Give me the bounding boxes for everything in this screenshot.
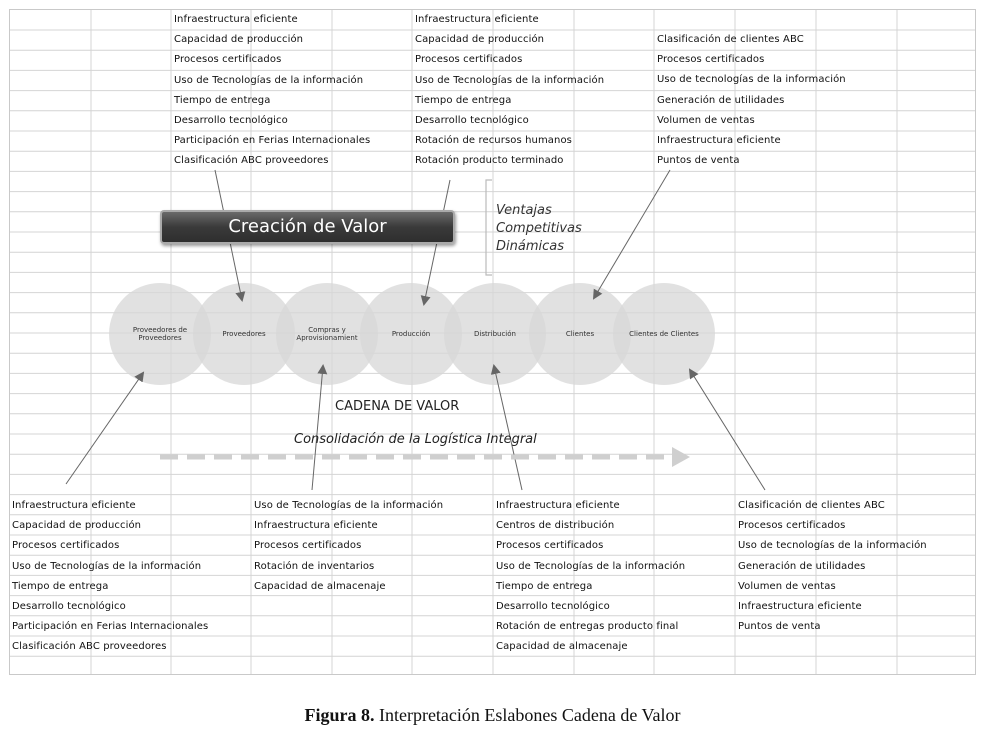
- list-item: Rotación producto terminado: [415, 155, 564, 167]
- list-item: Desarrollo tecnológico: [496, 600, 610, 612]
- list-item: Rotación de inventarios: [254, 560, 375, 572]
- logistica-arrowhead: [672, 447, 690, 467]
- arrow-bottom-clientes-de-clientes: [690, 370, 765, 490]
- creacion-de-valor-box: Creación de Valor: [160, 210, 455, 244]
- list-item: Clasificación de clientes ABC: [657, 34, 804, 45]
- list-item: Tiempo de entrega: [12, 580, 109, 592]
- value-chain-node-label: Proveedores de Proveedores: [132, 326, 188, 342]
- value-chain-node-label: Clientes de Clientes: [629, 330, 699, 338]
- list-item: Procesos certificados: [174, 54, 282, 66]
- list-item: Procesos certificados: [738, 520, 846, 532]
- cadena-de-valor-label: CADENA DE VALOR: [335, 399, 460, 414]
- value-chain-node-label: Compras y Aprovisionamient: [296, 326, 358, 342]
- list-item: Uso de Tecnologías de la información: [496, 560, 686, 572]
- value-chain-node-label: Clientes: [565, 330, 595, 338]
- list-item: Uso de Tecnologías de la información: [415, 74, 605, 86]
- list-item: Centros de distribución: [496, 520, 615, 532]
- list-item: Procesos certificados: [12, 540, 120, 552]
- list-item: Participación en Ferias Internacionales: [12, 621, 209, 633]
- list-item: Uso de tecnologías de la información: [657, 74, 846, 86]
- list-item: Capacidad de almacenaje: [496, 641, 628, 653]
- list-item: Puntos de venta: [657, 155, 740, 167]
- list-item: Desarrollo tecnológico: [415, 114, 529, 126]
- list-item: Tiempo de entrega: [496, 580, 593, 592]
- list-item: Clasificación de clientes ABC: [738, 500, 885, 511]
- consolidacion-label: Consolidación de la Logística Integral: [294, 432, 537, 447]
- ventajas-brace: [486, 180, 492, 275]
- list-item: Desarrollo tecnológico: [174, 114, 288, 126]
- caption-label: Figura 8.: [304, 705, 375, 725]
- value-chain-node-label: Distribución: [474, 330, 516, 338]
- caption-text: Interpretación Eslabones Cadena de Valor: [378, 705, 681, 725]
- ventajas-line-1: Ventajas: [496, 203, 552, 218]
- ventajas-line-2: Competitivas: [496, 221, 582, 236]
- list-item: Clasificación ABC proveedores: [12, 641, 167, 653]
- list-item: Infraestructura eficiente: [738, 600, 862, 612]
- list-item: Infraestructura eficiente: [415, 14, 539, 25]
- list-item: Uso de Tecnologías de la información: [174, 74, 364, 86]
- list-item: Generación de utilidades: [738, 560, 866, 572]
- list-item: Uso de tecnologías de la información: [738, 540, 927, 552]
- spreadsheet-background: [9, 9, 976, 675]
- list-item: Procesos certificados: [254, 540, 362, 552]
- list-item: Desarrollo tecnológico: [12, 600, 126, 612]
- value-chain-node-label: Proveedores: [222, 330, 266, 338]
- list-item: Volumen de ventas: [657, 114, 755, 126]
- list-item: Procesos certificados: [657, 54, 765, 66]
- list-item: Infraestructura eficiente: [657, 134, 781, 146]
- list-item: Generación de utilidades: [657, 94, 785, 106]
- list-item: Procesos certificados: [415, 54, 523, 66]
- list-item: Capacidad de producción: [12, 520, 142, 532]
- list-item: Capacidad de almacenaje: [254, 580, 386, 592]
- list-item: Participación en Ferias Internacionales: [174, 135, 371, 147]
- ventajas-competitivas-text: [496, 202, 582, 256]
- list-item: Tiempo de entrega: [174, 94, 271, 106]
- arrow-bottom-compras: [312, 366, 323, 490]
- arrow-bottom-distribucion: [494, 366, 522, 490]
- ventajas-line-3: Dinámicas: [496, 239, 564, 254]
- list-item: Rotación de entregas producto final: [496, 621, 679, 633]
- list-item: Puntos de venta: [738, 621, 821, 633]
- diagram-overlay: [10, 10, 976, 675]
- value-chain-node-label: Producción: [391, 330, 431, 338]
- list-item: Rotación de recursos humanos: [415, 135, 572, 147]
- list-item: Infraestructura eficiente: [254, 520, 378, 532]
- figure-caption: [0, 705, 985, 726]
- list-item: Capacidad de producción: [415, 34, 545, 46]
- list-item: Capacidad de producción: [174, 34, 304, 46]
- list-item: Uso de Tecnologías de la información: [12, 560, 202, 572]
- arrow-top-clientes: [594, 170, 670, 298]
- list-item: Procesos certificados: [496, 540, 604, 552]
- list-item: Infraestructura eficiente: [174, 14, 298, 25]
- list-item: Clasificación ABC proveedores: [174, 155, 329, 167]
- list-item: Tiempo de entrega: [415, 94, 512, 106]
- list-item: Volumen de ventas: [738, 580, 836, 592]
- list-item: Infraestructura eficiente: [12, 500, 136, 511]
- list-item: Infraestructura eficiente: [496, 500, 620, 511]
- list-item: Uso de Tecnologías de la información: [254, 500, 444, 511]
- arrow-bottom-prov-de-prov: [66, 373, 143, 484]
